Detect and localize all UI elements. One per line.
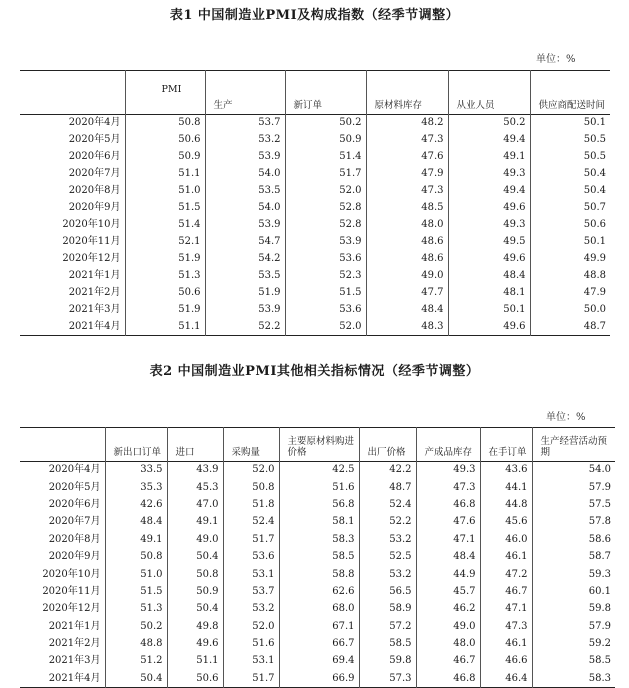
table1-head	[20, 71, 610, 115]
cell-value: 43.6	[480, 462, 532, 479]
cell-value: 58.1	[279, 514, 359, 531]
cell-value: 54.2	[205, 251, 285, 268]
table-row	[20, 566, 615, 583]
column-header: 新出口订单	[105, 428, 167, 462]
cell-value: 47.1	[480, 601, 532, 618]
cell-value: 46.7	[480, 583, 532, 600]
cell-value: 51.0	[125, 183, 205, 200]
cell-value: 52.3	[285, 268, 366, 285]
cell-value: 51.9	[205, 285, 285, 302]
row-label: 2020年5月	[68, 134, 121, 145]
cell-value: 49.6	[167, 635, 223, 652]
column-header: 供应商配送时间	[530, 87, 610, 115]
cell-value: 51.6	[223, 635, 279, 652]
cell-value: 51.3	[105, 601, 167, 618]
cell-value: 51.8	[223, 496, 279, 513]
cell-value: 53.2	[205, 132, 285, 149]
cell-value: 53.2	[223, 601, 279, 618]
table-row	[20, 531, 615, 548]
cell-value: 48.7	[530, 319, 610, 336]
cell-value: 51.5	[105, 583, 167, 600]
cell-value: 46.8	[416, 670, 480, 687]
cell-value: 59.8	[532, 601, 615, 618]
cell-value: 46.8	[416, 496, 480, 513]
table-row	[20, 653, 615, 670]
cell-value: 49.4	[448, 183, 530, 200]
row-label: 2020年7月	[68, 168, 121, 179]
table-row	[20, 166, 610, 183]
cell-value: 66.9	[279, 670, 359, 687]
cell-value: 44.9	[416, 566, 480, 583]
cell-value: 42.2	[359, 462, 416, 479]
table-row	[20, 302, 610, 319]
cell-value: 50.9	[285, 132, 366, 149]
cell-value: 48.4	[416, 548, 480, 565]
cell-value: 56.5	[359, 583, 416, 600]
cell-value: 52.8	[285, 200, 366, 217]
table-row	[20, 601, 615, 618]
cell-value: 50.6	[530, 217, 610, 234]
row-label: 2021年2月	[68, 287, 121, 298]
cell-value: 49.3	[448, 166, 530, 183]
cell-value: 50.4	[530, 166, 610, 183]
cell-value: 46.1	[480, 635, 532, 652]
cell-value: 47.6	[416, 514, 480, 531]
cell-value: 59.8	[359, 653, 416, 670]
table-row	[20, 496, 615, 513]
cell-value: 49.0	[167, 531, 223, 548]
cell-value: 45.7	[416, 583, 480, 600]
cell-value: 49.9	[530, 251, 610, 268]
cell-value: 66.7	[279, 635, 359, 652]
cell-value: 49.8	[167, 618, 223, 635]
cell-value: 58.9	[359, 601, 416, 618]
cell-value: 51.1	[125, 166, 205, 183]
cell-value: 53.9	[205, 302, 285, 319]
row-label: 2021年2月	[48, 638, 101, 650]
cell-value: 50.8	[167, 566, 223, 583]
column-header: 新订单	[285, 87, 366, 115]
row-label: 2021年1月	[68, 270, 121, 281]
cell-value: 46.2	[416, 601, 480, 618]
cell-value: 69.4	[279, 653, 359, 670]
cell-value: 50.8	[125, 115, 205, 132]
cell-value: 57.9	[532, 618, 615, 635]
cell-value: 50.4	[167, 548, 223, 565]
cell-value: 57.3	[359, 670, 416, 687]
cell-value: 52.1	[125, 234, 205, 251]
cell-value: 51.7	[223, 670, 279, 687]
column-header: 生产	[205, 87, 285, 115]
cell-value: 53.1	[223, 653, 279, 670]
table-row	[20, 635, 615, 652]
table-row	[20, 548, 615, 565]
cell-value: 49.5	[448, 234, 530, 251]
cell-value: 52.0	[223, 462, 279, 479]
cell-value: 48.8	[105, 635, 167, 652]
cell-value: 53.1	[223, 566, 279, 583]
cell-value: 46.0	[480, 531, 532, 548]
table1-unit: 单位：%	[536, 54, 576, 65]
cell-value: 53.7	[223, 583, 279, 600]
cell-value: 53.2	[359, 531, 416, 548]
cell-value: 50.4	[167, 601, 223, 618]
cell-value: 50.6	[125, 285, 205, 302]
cell-value: 50.9	[125, 149, 205, 166]
cell-value: 58.5	[532, 653, 615, 670]
table-row	[20, 217, 610, 234]
cell-value: 52.4	[223, 514, 279, 531]
table-row	[20, 149, 610, 166]
column-header: 原材料库存	[366, 87, 448, 115]
table2-other-indicators	[20, 427, 615, 688]
cell-value: 58.8	[279, 566, 359, 583]
cell-value: 46.4	[480, 670, 532, 687]
cell-value: 51.9	[125, 251, 205, 268]
cell-value: 48.3	[366, 319, 448, 336]
cell-value: 49.3	[416, 462, 480, 479]
cell-value: 51.5	[285, 285, 366, 302]
cell-value: 50.2	[448, 115, 530, 132]
table2-body	[20, 462, 615, 688]
cell-value: 48.5	[366, 200, 448, 217]
row-label: 2020年11月	[62, 236, 121, 247]
cell-value: 49.3	[448, 217, 530, 234]
cell-value: 48.7	[359, 479, 416, 496]
cell-value: 52.5	[359, 548, 416, 565]
cell-value: 60.1	[532, 583, 615, 600]
table2-title: 表2 中国制造业PMI其他相关指标情况（经季节调整）	[149, 364, 480, 379]
cell-value: 48.2	[366, 115, 448, 132]
cell-value: 51.4	[125, 217, 205, 234]
cell-value: 49.6	[448, 200, 530, 217]
cell-value: 53.9	[205, 149, 285, 166]
row-label: 2020年9月	[48, 551, 101, 563]
cell-value: 54.7	[205, 234, 285, 251]
cell-value: 49.0	[366, 268, 448, 285]
cell-value: 57.2	[359, 618, 416, 635]
cell-value: 47.3	[366, 183, 448, 200]
cell-value: 56.8	[279, 496, 359, 513]
table-row	[20, 200, 610, 217]
row-label: 2020年8月	[48, 533, 101, 545]
cell-value: 52.0	[285, 183, 366, 200]
cell-value: 48.8	[530, 268, 610, 285]
cell-value: 50.1	[448, 302, 530, 319]
table-row	[20, 670, 615, 687]
cell-value: 51.4	[285, 149, 366, 166]
row-label: 2021年4月	[48, 672, 101, 684]
table1-title: 表1 中国制造业PMI及构成指数（经季节调整）	[169, 8, 460, 23]
cell-value: 51.0	[105, 566, 167, 583]
cell-value: 53.7	[205, 115, 285, 132]
cell-value: 53.6	[285, 302, 366, 319]
row-label: 2020年11月	[42, 585, 101, 597]
cell-value: 44.1	[480, 479, 532, 496]
column-header: 出厂价格	[359, 428, 416, 462]
cell-value: 46.7	[416, 653, 480, 670]
column-header: 从业人员	[448, 87, 530, 115]
table2-head	[20, 428, 615, 462]
cell-value: 59.3	[532, 566, 615, 583]
row-label: 2020年12月	[42, 603, 101, 615]
table-row	[20, 319, 610, 336]
cell-value: 47.0	[167, 496, 223, 513]
cell-value: 53.5	[205, 183, 285, 200]
cell-value: 58.6	[532, 531, 615, 548]
column-header: 采购量	[223, 428, 279, 462]
table-row	[20, 268, 610, 285]
cell-value: 51.7	[285, 166, 366, 183]
cell-value: 50.7	[530, 200, 610, 217]
cell-value: 50.2	[285, 115, 366, 132]
cell-value: 51.1	[125, 319, 205, 336]
table-row	[20, 115, 610, 132]
cell-value: 51.7	[223, 531, 279, 548]
cell-value: 52.2	[359, 514, 416, 531]
cell-value: 68.0	[279, 601, 359, 618]
cell-value: 53.6	[285, 251, 366, 268]
cell-value: 52.8	[285, 217, 366, 234]
table-row	[20, 462, 615, 479]
cell-value: 50.2	[105, 618, 167, 635]
cell-value: 47.6	[366, 149, 448, 166]
cell-value: 45.6	[480, 514, 532, 531]
cell-value: 49.1	[448, 149, 530, 166]
cell-value: 58.5	[279, 548, 359, 565]
cell-value: 54.0	[205, 200, 285, 217]
cell-value: 51.1	[167, 653, 223, 670]
cell-value: 47.3	[416, 479, 480, 496]
cell-value: 59.2	[532, 635, 615, 652]
cell-value: 48.4	[366, 302, 448, 319]
cell-value: 49.4	[448, 132, 530, 149]
cell-value: 49.6	[448, 319, 530, 336]
row-label: 2020年5月	[48, 481, 101, 493]
cell-value: 47.9	[366, 166, 448, 183]
cell-value: 52.2	[205, 319, 285, 336]
table1-header-pmi: PMI	[125, 71, 205, 115]
cell-value: 49.1	[105, 531, 167, 548]
cell-value: 58.3	[279, 531, 359, 548]
table-row	[20, 285, 610, 302]
row-label: 2020年6月	[68, 151, 121, 162]
cell-value: 62.6	[279, 583, 359, 600]
cell-value: 46.1	[480, 548, 532, 565]
cell-value: 46.6	[480, 653, 532, 670]
cell-value: 57.5	[532, 496, 615, 513]
cell-value: 50.0	[530, 302, 610, 319]
table-row	[20, 479, 615, 496]
table1-pmi	[20, 70, 610, 336]
cell-value: 47.1	[416, 531, 480, 548]
cell-value: 48.4	[448, 268, 530, 285]
row-label: 2020年12月	[62, 253, 121, 264]
cell-value: 50.6	[125, 132, 205, 149]
cell-value: 52.4	[359, 496, 416, 513]
cell-value: 47.3	[480, 618, 532, 635]
row-label: 2020年6月	[48, 498, 101, 510]
cell-value: 50.6	[167, 670, 223, 687]
cell-value: 52.0	[223, 618, 279, 635]
cell-value: 51.5	[125, 200, 205, 217]
cell-value: 49.0	[416, 618, 480, 635]
table-row	[20, 234, 610, 251]
column-header: 产成品库存	[416, 428, 480, 462]
table-row	[20, 251, 610, 268]
cell-value: 47.9	[530, 285, 610, 302]
cell-value: 48.4	[105, 514, 167, 531]
table2-unit: 单位：%	[546, 412, 586, 423]
cell-value: 50.8	[223, 479, 279, 496]
row-label: 2020年4月	[48, 464, 101, 476]
cell-value: 33.5	[105, 462, 167, 479]
cell-value: 48.0	[366, 217, 448, 234]
table1-body	[20, 115, 610, 336]
table-row	[20, 183, 610, 200]
cell-value: 47.2	[480, 566, 532, 583]
row-label: 2021年4月	[68, 320, 121, 332]
cell-value: 42.5	[279, 462, 359, 479]
cell-value: 50.8	[105, 548, 167, 565]
cell-value: 43.9	[167, 462, 223, 479]
cell-value: 53.5	[205, 268, 285, 285]
row-label: 2020年10月	[62, 219, 121, 230]
cell-value: 47.3	[366, 132, 448, 149]
cell-value: 50.1	[530, 234, 610, 251]
cell-value: 67.1	[279, 618, 359, 635]
table-row	[20, 583, 615, 600]
column-header: 进口	[167, 428, 223, 462]
cell-value: 51.9	[125, 302, 205, 319]
cell-value: 51.3	[125, 268, 205, 285]
cell-value: 45.3	[167, 479, 223, 496]
cell-value: 48.1	[448, 285, 530, 302]
cell-value: 50.4	[530, 183, 610, 200]
header-corner	[20, 428, 105, 462]
cell-value: 54.0	[205, 166, 285, 183]
header-corner	[20, 87, 125, 115]
cell-value: 50.1	[530, 115, 610, 132]
cell-value: 57.9	[532, 479, 615, 496]
table-row	[20, 618, 615, 635]
row-label: 2020年10月	[42, 568, 101, 580]
row-label: 2021年3月	[48, 655, 101, 667]
cell-value: 58.7	[532, 548, 615, 565]
row-label: 2021年1月	[48, 620, 101, 632]
table-row	[20, 514, 615, 531]
cell-value: 51.6	[279, 479, 359, 496]
cell-value: 48.6	[366, 234, 448, 251]
table-row	[20, 132, 610, 149]
cell-value: 54.0	[532, 462, 615, 479]
row-label: 2020年7月	[48, 516, 101, 528]
cell-value: 48.6	[366, 251, 448, 268]
column-header: 生产经营活动预期	[532, 428, 615, 462]
cell-value: 52.0	[285, 319, 366, 336]
cell-value: 47.7	[366, 285, 448, 302]
cell-value: 53.9	[285, 234, 366, 251]
cell-value: 48.0	[416, 635, 480, 652]
cell-value: 58.3	[532, 670, 615, 687]
cell-value: 50.5	[530, 149, 610, 166]
cell-value: 53.6	[223, 548, 279, 565]
row-label: 2020年8月	[68, 185, 121, 196]
cell-value: 51.2	[105, 653, 167, 670]
cell-value: 49.6	[448, 251, 530, 268]
cell-value: 57.8	[532, 514, 615, 531]
row-label: 2020年9月	[68, 202, 121, 213]
cell-value: 42.6	[105, 496, 167, 513]
column-header: 在手订单	[480, 428, 532, 462]
cell-value: 53.9	[205, 217, 285, 234]
cell-value: 53.2	[359, 566, 416, 583]
cell-value: 58.5	[359, 635, 416, 652]
cell-value: 50.4	[105, 670, 167, 687]
column-header: 主要原材料购进价格	[279, 428, 359, 462]
row-label: 2020年4月	[68, 117, 121, 129]
cell-value: 49.1	[167, 514, 223, 531]
cell-value: 50.9	[167, 583, 223, 600]
cell-value: 35.3	[105, 479, 167, 496]
row-label: 2021年3月	[68, 304, 121, 315]
cell-value: 44.8	[480, 496, 532, 513]
cell-value: 50.5	[530, 132, 610, 149]
